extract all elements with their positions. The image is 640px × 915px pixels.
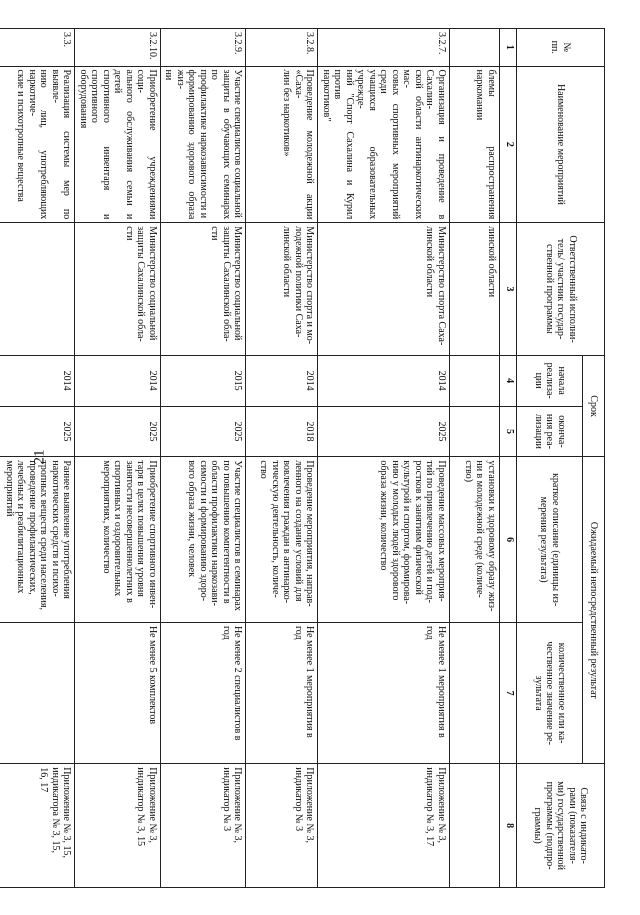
responsible: Министерство социальной защиты Сахалинской обла- сти: [161, 223, 247, 355]
result-quantity: Не менее 5 комплектов: [75, 622, 161, 763]
responsible: Министерство спорта и мо- лодежной политики Саха- линской области: [246, 223, 318, 355]
row-number: 3.3.: [0, 29, 75, 67]
responsible: [0, 223, 75, 355]
col-number: 6: [500, 457, 517, 623]
measure-name: Реализация системы мер по выявле- нию лиц, употребляющих наркотиче- ские и психотропные вещества: [0, 66, 75, 223]
result-description: установки к здоровому образу жиз- ни в молодежной среде (количе- ство): [450, 457, 500, 623]
table-row: [161, 29, 247, 888]
result-description: Участие специалистов в семинарах по повышению компетентности в области профилактики наркозави- симости и формированию здоро- вого образа жизни, человек: [161, 457, 247, 623]
row-number: 3.2.10.: [75, 29, 161, 67]
header-name: Наименование мероприятий: [517, 66, 605, 223]
result-description: Проведение массовых мероприя- тий по привлечению детей и под- ростков к занятиям физической культурой и спортом, формирова- нию у молодых людей здорового образа жизни, количество: [318, 457, 450, 623]
end-year: 2025: [75, 406, 161, 457]
end-year: [450, 406, 500, 457]
header-result: Ожидаемый непосредственный результат: [583, 457, 605, 764]
measure-name: блемы распространения наркомании: [450, 66, 500, 223]
end-year: 2025: [0, 406, 75, 457]
result-description: Проведение мероприятия, направ- ленного на создание условий для вовлечения граждан в антинарко- тическую деятельность, количе- ство: [246, 457, 318, 623]
row-number: 3.2.9.: [161, 29, 247, 67]
measure-name: Приобретение учреждениями соци- ального обслуживания семьи и детей спортивного инвентаря и спортивного оборудования: [75, 66, 161, 223]
header-result-qty: количественное или ка- чественное значение ре- зультата: [517, 622, 583, 763]
measure-name: Организация и проведение в Сахалин- ской области антинаркотических мас- совых спортивных мероприятий среди учащихся образовательных учрежде- ний "Спорт Сахалина и Курил против наркотиков": [318, 66, 450, 223]
responsible: линской области: [450, 223, 500, 355]
measure-name: Проведение молодежной акции «Саха- лин без наркотиков»: [246, 66, 318, 223]
col-number: 4: [500, 355, 517, 406]
start-year: 2014: [0, 355, 75, 406]
table-row: [0, 29, 75, 888]
indicator-link: Приложение № 3, 15, индикатора № 3, 15, 16, 17: [0, 764, 75, 888]
header-responsible: Ответственный исполни- тель/ участник государ- ственной программы: [517, 223, 605, 355]
result-quantity: Не менее 1 мероприятия в год: [246, 622, 318, 763]
indicator-link: Приложение № 3, индикатор № 3, 15: [75, 764, 161, 888]
page-number: 21: [31, 449, 48, 465]
end-year: 2025: [161, 406, 247, 457]
header-term: Срок: [583, 355, 605, 457]
indicator-link: Приложение № 3, индикатор № 3: [161, 764, 247, 888]
col-number: 1: [500, 29, 517, 67]
table-row: [450, 29, 500, 888]
result-description: Раннее выявление употребления наркотических средств и психо- тропных веществ среди населения, проведение профилактических, лечебных и реабилитационных мероприятий: [0, 457, 75, 623]
end-year: 2025: [318, 406, 450, 457]
result-quantity: Не менее 1 мероприятия в год: [318, 622, 450, 763]
header-link: Связь с индикато- рами (показателя- ми) государственной программы (подпро- граммы): [517, 764, 605, 888]
end-year: 2018: [246, 406, 318, 457]
start-year: 2014: [246, 355, 318, 406]
col-number: 8: [500, 764, 517, 888]
header-term-start: начала реализа- ции: [517, 355, 583, 406]
table-row: [318, 29, 450, 888]
measure-name: Участие специалистов социальной защиты в обучающих семинарах по профилактике наркозависимости и формированию здорового образа жиз- ни: [161, 66, 247, 223]
start-year: 2015: [161, 355, 247, 406]
column-number-row: [500, 29, 517, 888]
row-number: 3.2.8.: [246, 29, 318, 67]
result-description: Приобретение спортивного инвен- таря в целях повышения уровня занятости несовершеннолетних в спортивных и оздоровительных мероприятиях, количество: [75, 457, 161, 623]
responsible: Министерство социальной защиты Сахалинской обла- сти: [75, 223, 161, 355]
row-number: [450, 29, 500, 67]
row-number: 3.2.7.: [318, 29, 450, 67]
header-result-desc: краткое описание (единицы из- мерения результата): [517, 457, 583, 623]
rotated-table-container: [4, 28, 605, 888]
result-quantity: Не менее 2 специалистов в год: [161, 622, 247, 763]
indicator-link: Приложение № 3, индикатор № 3: [246, 764, 318, 888]
start-year: 2014: [318, 355, 450, 406]
result-quantity: [450, 622, 500, 763]
col-number: 7: [500, 622, 517, 763]
result-quantity: [0, 622, 75, 763]
measures-table: [0, 28, 605, 888]
col-number: 5: [500, 406, 517, 457]
table-row: [75, 29, 161, 888]
start-year: 2014: [75, 355, 161, 406]
header-term-end: оконча- ния реа- лизации: [517, 406, 583, 457]
responsible: Министерство спорта Саха- линской области: [318, 223, 450, 355]
header-no: № пп.: [517, 29, 605, 67]
indicator-link: [450, 764, 500, 888]
indicator-link: Приложение № 3, индикатор № 3, 17: [318, 764, 450, 888]
col-number: 3: [500, 223, 517, 355]
start-year: [450, 355, 500, 406]
col-number: 2: [500, 66, 517, 223]
table-row: [246, 29, 318, 888]
